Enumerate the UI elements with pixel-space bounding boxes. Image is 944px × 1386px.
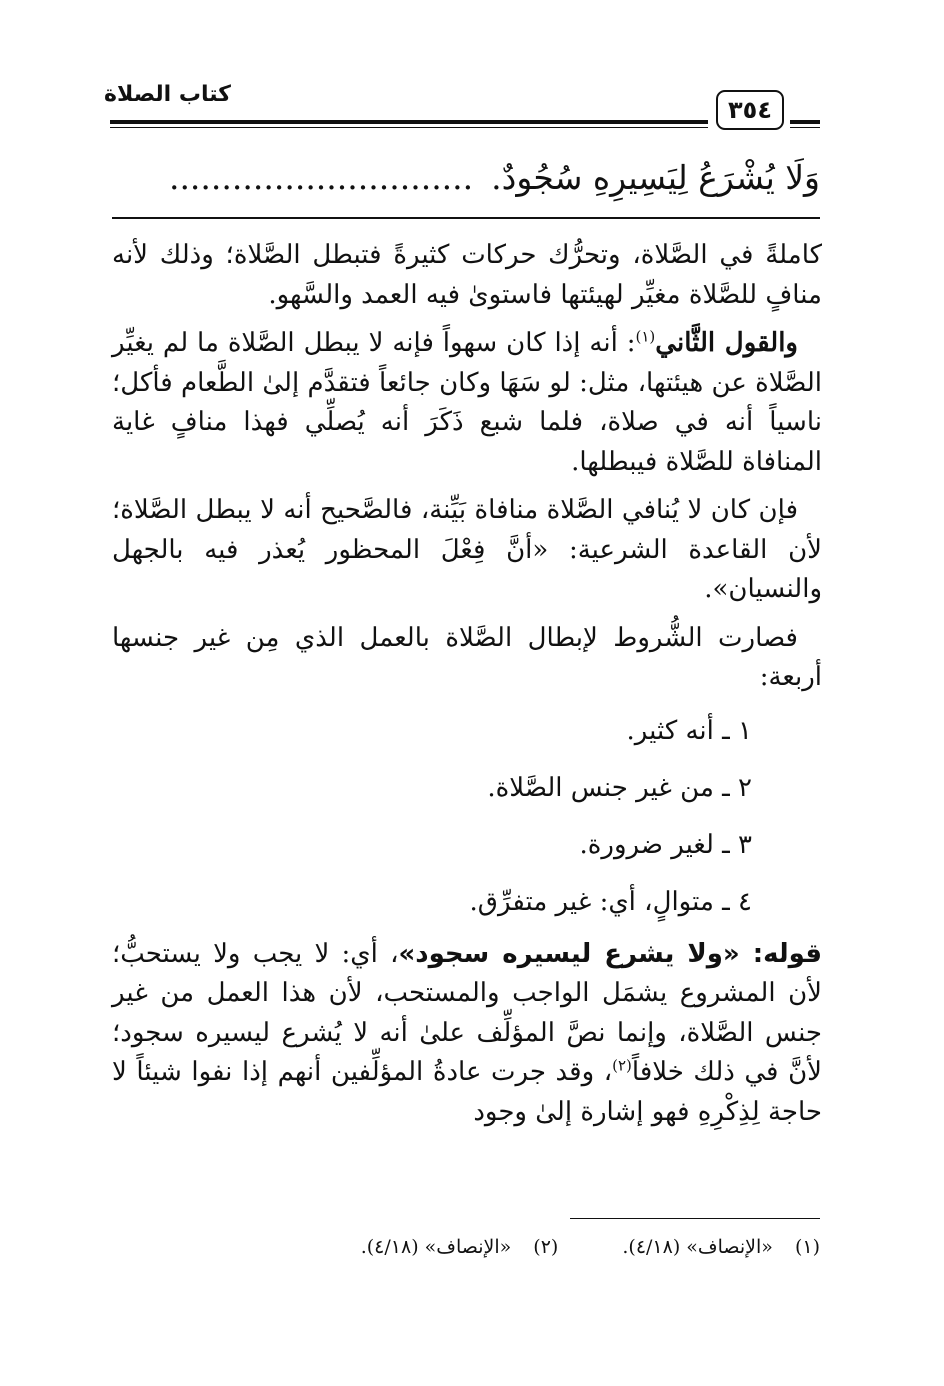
footnote-number: (١) <box>794 1236 820 1258</box>
paragraph-3: فإن كان لا يُنافي الصَّلاة منافاة بَيِّنة، فالصَّحيح أنه لا يبطل الصَّلاة؛ لأن القاعدة الشرعية: «أنَّ فِعْلَ المحظور يُعذر فيه بالجهل والنسيان». <box>112 495 822 604</box>
running-header-title: كتاب الصلاة <box>104 82 231 107</box>
paragraph-2-text: : أنه إذا كان سهواً فإنه لا يبطل الصَّلاة ما لم يغيِّر الصَّلاة عن هيئتها، مثل: لو سَهَا وكان جائعاً فتقدَّم إلىٰ الطَّعام فأكل؛ ناسياً أنه في صلاة، فلما شبع ذَكَرَ أنه يُصلِّي فهذا منافٍ غاية المنافاة للصَّلاة فيبطلها. <box>112 328 822 477</box>
list-item: ٢ ـ من غير جنس الصَّلاة. <box>487 772 752 803</box>
paragraph-1: كاملةً في الصَّلاة، وتحرُّك حركات كثيرةً فتبطل الصَّلاة؛ وذلك لأنه منافٍ للصَّلاة مغيِّر لهيئتها فاستوىٰ فيه العمد والسَّهو. <box>112 240 822 310</box>
matn-line <box>110 150 820 206</box>
paragraph-5-text-a: ، أي: لا يجب ولا يستحبُّ؛ لأن المشروع يشمَل الواجب والمستحب، لأن هذا العمل من غير جنس الصَّلاة، وإنما نصَّ المؤلِّف علىٰ أنه لا يُشرع ليسيره سجود؛ لأنَّ في ذلك خلافاً <box>112 938 822 1087</box>
commentary-body <box>112 236 822 1141</box>
header-rule <box>110 120 708 124</box>
footnote-ref-2: (٢) <box>612 1056 632 1075</box>
quoted-matn-lead: قوله: «ولا يشرع ليسيره سجود» <box>398 938 822 969</box>
list-item: ٤ ـ متوالٍ، أي: غير متفرِّق. <box>469 886 752 917</box>
footnote-number: (٢) <box>533 1236 559 1258</box>
paragraph-2 <box>112 324 822 482</box>
header-rule-thin <box>110 127 708 128</box>
matn-dots: ............................. <box>168 158 474 197</box>
paragraph-4: فصارت الشُّروط لإبطال الصَّلاة بالعمل الذي مِن غير جنسها أربعة: <box>112 622 822 692</box>
header-rule-right <box>790 120 820 124</box>
paragraph-5-text-b: ، وقد جرت عادةُ المؤلِّفين أنهم إذا نفوا شيئاً لا حاجة لِذِكْرِهِ فهو إشارة إلىٰ وجود <box>112 1057 822 1127</box>
list-item: ٣ ـ لغير ضرورة. <box>579 829 752 860</box>
list-item: ١ ـ أنه كثير. <box>626 715 752 746</box>
paragraph-5 <box>112 935 822 1133</box>
footnote-2 <box>361 1232 559 1262</box>
header-rule-right-thin <box>790 127 820 128</box>
footnote-text: «الإنصاف» (٤/١٨). <box>360 1236 512 1258</box>
matn-text: وَلَا يُشْرَعُ لِيَسِيرِهِ سُجُودٌ. <box>491 158 820 197</box>
page-number: ٣٥٤ <box>716 90 784 130</box>
footnote-ref-1: (١) <box>635 327 656 346</box>
matn-divider <box>112 217 820 219</box>
footnotes <box>303 1232 820 1262</box>
footnote-1 <box>622 1232 820 1262</box>
footnote-divider <box>570 1218 820 1219</box>
second-opinion-heading: والقول الثَّاني <box>655 328 798 358</box>
footnote-text: «الإنصاف» (٤/١٨). <box>622 1236 773 1258</box>
